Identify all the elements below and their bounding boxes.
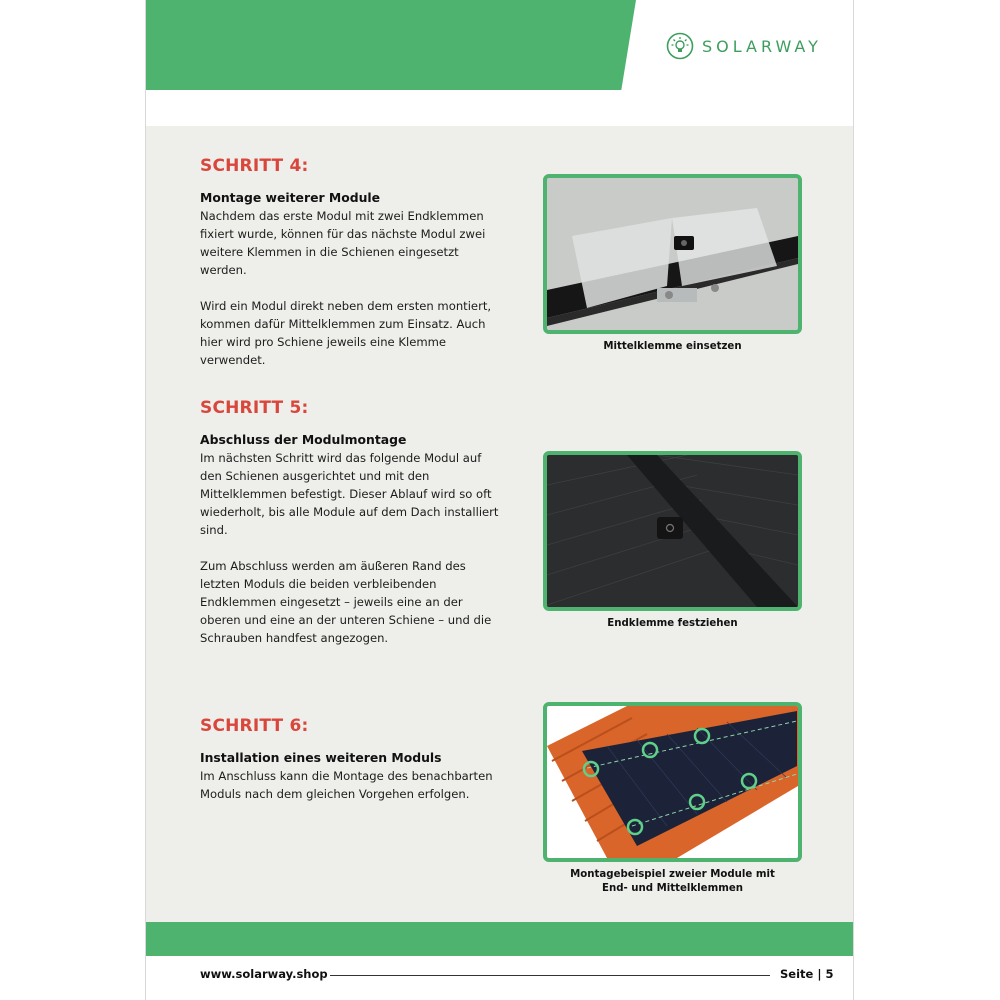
image-frame (543, 174, 802, 334)
figure-caption-line: End- und Mittelklemmen (602, 883, 743, 894)
step-paragraph: Wird ein Modul direkt neben dem ersten montiert, kommen dafür Mittelklemmen zum Einsatz. Auch hier wird pro Schiene jeweils eine Klemme verwendet. (200, 299, 492, 367)
footer-url-link[interactable]: www.solarway.shop (200, 967, 328, 981)
image-frame (543, 702, 802, 862)
image-frame (543, 451, 802, 611)
figure-end-clamp (543, 451, 802, 631)
step-paragraph: Zum Abschluss werden am äußeren Rand des letzten Moduls die beiden verbleibenden Endklemmen eingesetzt – jeweils eine an der oberen und eine an der unteren Schiene – und die Schrauben handfest angezogen. (200, 559, 492, 645)
page-edge-right (853, 0, 854, 1000)
end-clamp-photo (547, 455, 798, 607)
step-subtitle: Installation eines weiteren Moduls (200, 750, 442, 765)
step-subtitle: Abschluss der Modulmontage (200, 432, 407, 447)
figure-caption: Mittelklemme einsetzen (603, 341, 742, 352)
content-area (146, 126, 853, 923)
sun-bulb-icon (666, 32, 694, 60)
step-paragraph: Nachdem das erste Modul mit zwei Endklemmen fixiert wurde, können für das nächste Modul zwei weitere Klemmen in die Schienen eingesetzt werden. (200, 209, 486, 277)
step-paragraph: Im nächsten Schritt wird das folgende Modul auf den Schienen ausgerichtet und mit den Mittelklemmen befestigt. Dieser Ablauf wird so oft wiederholt, bis alle Module auf dem Dach installiert sind. (200, 451, 499, 537)
footer-band (146, 922, 853, 956)
footer-divider (330, 975, 770, 976)
brand-name: SOLARWAY (702, 36, 822, 56)
figure-caption (543, 868, 802, 896)
step-title: SCHRITT 4: (200, 156, 309, 176)
figure-mid-clamp (543, 174, 802, 354)
figure-mounting-example (543, 702, 802, 896)
step-paragraph: Im Anschluss kann die Montage des benachbarten Moduls nach dem gleichen Vorgehen erfolgen. (200, 769, 493, 801)
mounting-example-photo (547, 706, 798, 858)
page-number: Seite | 5 (780, 967, 834, 981)
mid-clamp-photo (547, 178, 798, 330)
figure-caption-line: Montagebeispiel zweier Module mit (570, 869, 775, 880)
step-title: SCHRITT 5: (200, 398, 309, 418)
step-title: SCHRITT 6: (200, 716, 309, 736)
step-4 (200, 156, 500, 369)
header-band (146, 0, 636, 90)
step-5 (200, 398, 500, 647)
brand-logo (666, 30, 822, 62)
step-6 (200, 716, 500, 803)
step-subtitle: Montage weiterer Module (200, 190, 381, 205)
figure-caption: Endklemme festziehen (607, 618, 738, 629)
document-page (146, 0, 853, 1000)
